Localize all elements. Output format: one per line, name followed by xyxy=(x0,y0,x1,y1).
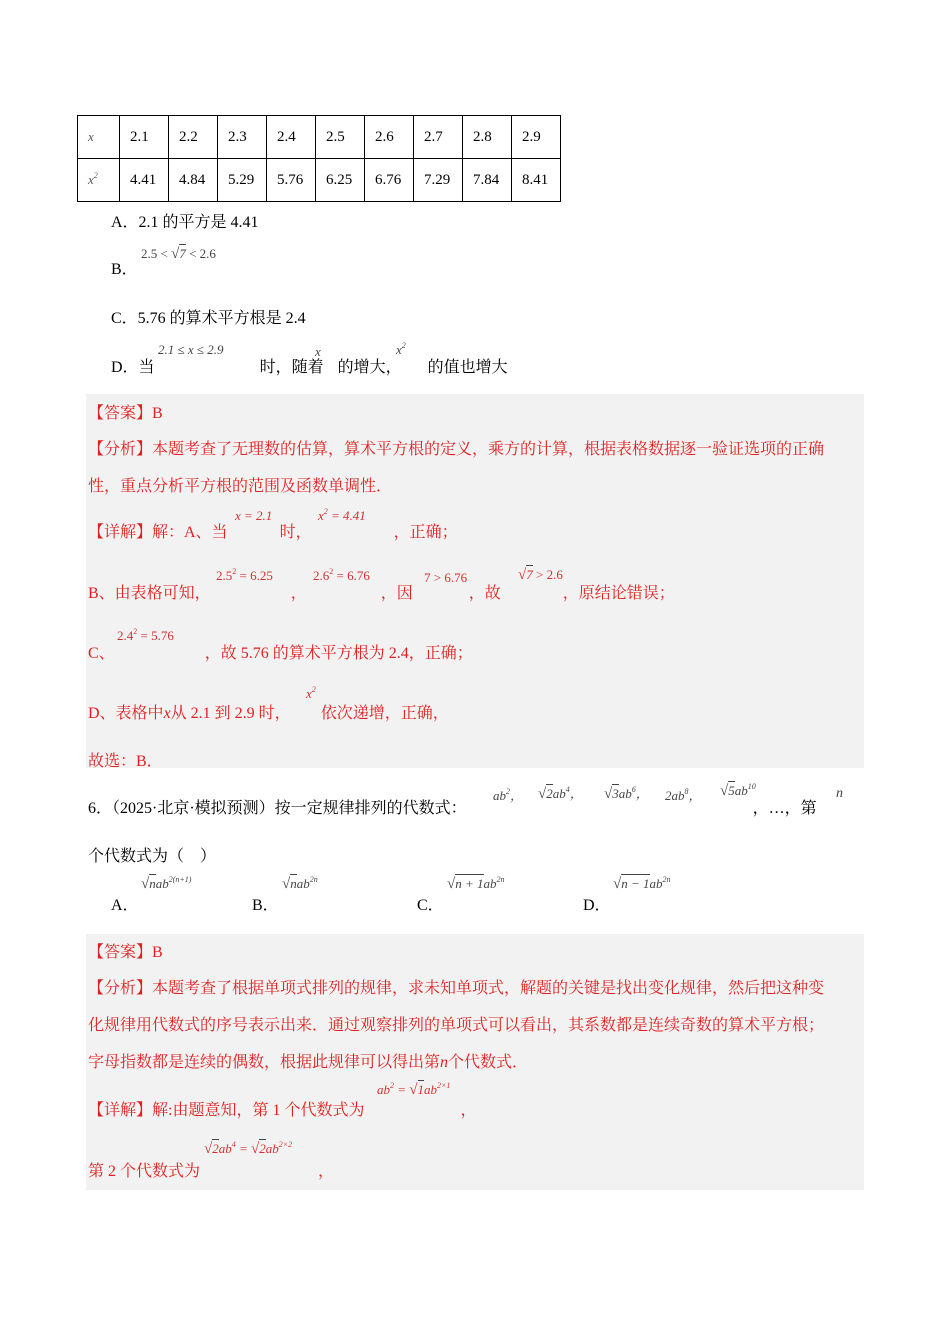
q6-detail-1: 【详解】解:由题意知，第 1 个代数式为 ， xyxy=(88,1102,477,1119)
table-cell: 2.1 xyxy=(120,116,169,159)
q5-option-d-x-squared: $x^2$ xyxy=(396,341,406,357)
q6-analysis-line1: 【分析】本题考查了根据单项式排列的规律，求未知单项式，解题的关键是找出变化规律，然后把这种变 xyxy=(88,980,825,997)
q6-term-5: $√5ab^{10}$ xyxy=(720,782,756,799)
table-row xyxy=(78,159,561,202)
table-cell: 6.76 xyxy=(365,159,414,202)
q6-stem-n: n xyxy=(836,786,843,801)
table-cell: 4.84 xyxy=(169,159,218,202)
q5-option-a: A．2.1 的平方是 4.41 xyxy=(111,214,259,231)
q6-stem-line2: 个代数式为（ ） xyxy=(88,848,217,865)
q5-option-d-range: 2.1 ≤ x ≤ 2.9 xyxy=(158,342,224,357)
q5-detail-a-math2: $x^2 = 4.41$ xyxy=(318,507,366,523)
q5-option-b-math: 2.5 < √7 < 2.6 xyxy=(141,246,216,262)
table-cell: 7.84 xyxy=(463,159,512,202)
value-table xyxy=(77,115,561,202)
q5-detail-a: 【详解】解：A、当 时， ，正确； xyxy=(88,524,458,541)
q5-detail-a-math1: x = 2.1 xyxy=(235,508,273,523)
table-cell: 2.4 xyxy=(267,116,316,159)
table-cell: 6.25 xyxy=(316,159,365,202)
q5-detail-b-math4: √7 > 2.6 xyxy=(518,567,563,583)
q6-option-b-math: √nab$^{2n}$ xyxy=(282,875,318,892)
q6-detail-1-math: $ab^2 = √1ab^{2\times 1}$ xyxy=(377,1081,451,1098)
table-cell: 7.29 xyxy=(414,159,463,202)
q6-term-4: $2ab^8$， xyxy=(665,787,702,803)
table-cell: 2.9 xyxy=(512,116,561,159)
q6-option-a: A． xyxy=(111,897,139,914)
table-cell: 5.76 xyxy=(267,159,316,202)
q6-analysis-line3: 字母指数都是连续的偶数，根据此规律可以得出第n个代数式． xyxy=(88,1054,529,1071)
table-cell: 2.7 xyxy=(414,116,463,159)
q5-detail-b-math3: 7 > 6.76 xyxy=(424,570,468,585)
table-header-x: x xyxy=(78,116,120,159)
q5-conclusion: 故选：B． xyxy=(88,753,163,770)
q6-option-b: B． xyxy=(252,897,279,914)
q6-term-3: $√3ab^6$， xyxy=(604,785,649,802)
table-header-x-squared: $x^2$ xyxy=(78,159,120,202)
table-cell: 2.3 xyxy=(218,116,267,159)
q5-option-d-x: x xyxy=(315,344,321,359)
q5-analysis-line1: 【分析】本题考查了无理数的估算，算术平方根的定义，乘方的计算，根据表格数据逐一验证选项的正确 xyxy=(88,441,825,458)
table-cell: 5.29 xyxy=(218,159,267,202)
q5-option-d: D．当 时，随着 的增大， 的值也增大 xyxy=(111,359,508,376)
q5-answer: 【答案】B xyxy=(88,405,163,422)
q6-option-d: D． xyxy=(583,897,611,914)
q6-answer: 【答案】B xyxy=(88,944,163,961)
table-cell: 8.41 xyxy=(512,159,561,202)
table-cell: 2.5 xyxy=(316,116,365,159)
q5-detail-b-math2: $2.6^2 = 6.76$ xyxy=(313,567,370,583)
q6-term-1: $ab^2$， xyxy=(493,787,524,803)
q5-option-c: C．5.76 的算术平方根是 2.4 xyxy=(111,310,306,327)
q6-option-d-math: $√n - 1ab^{2n}$ xyxy=(613,875,671,892)
table-cell: 2.2 xyxy=(169,116,218,159)
q6-term-2: $√2ab^4$， xyxy=(538,785,583,802)
q6-option-c: C． xyxy=(417,897,444,914)
q5-option-b: B． xyxy=(111,261,138,278)
table-cell: 2.6 xyxy=(365,116,414,159)
q6-option-a-math: √nab$^{2(n+1)}$ xyxy=(141,875,192,892)
q6-stem: 6．（2025·北京·模拟预测）按一定规律排列的代数式： ，…，第 xyxy=(88,800,817,817)
q5-detail-d: D、表格中x从 2.1 到 2.9 时， 依次递增，正确， xyxy=(88,705,449,722)
q5-detail-d-math: $x^2$ xyxy=(306,685,316,701)
q6-analysis-line2: 化规律用代数式的序号表示出来．通过观察排列的单项式可以看出，其系数都是连续奇数的算术平方根； xyxy=(88,1017,825,1034)
q5-detail-c-math: $2.4^2 = 5.76$ xyxy=(117,627,174,643)
q6-detail-2: 第 2 个代数式为 ， xyxy=(88,1163,335,1180)
table-cell: 2.8 xyxy=(463,116,512,159)
q6-detail-2-math: $√2ab^4 = √2ab^{2\times 2}$ xyxy=(204,1140,293,1157)
q6-option-c-math: $√n + 1ab^{2n}$ xyxy=(447,875,505,892)
q5-detail-c: C、 ，故 5.76 的算术平方根为 2.4，正确； xyxy=(88,645,473,662)
q5-detail-b-math1: $2.5^2 = 6.25$ xyxy=(216,567,273,583)
table-row xyxy=(78,116,561,159)
q5-analysis-line2: 性，重点分析平方根的范围及函数单调性． xyxy=(88,478,393,495)
table-cell: 4.41 xyxy=(120,159,169,202)
q5-detail-b: B、由表格可知， ， ，因 ，故 ，原结论错误； xyxy=(88,585,675,602)
